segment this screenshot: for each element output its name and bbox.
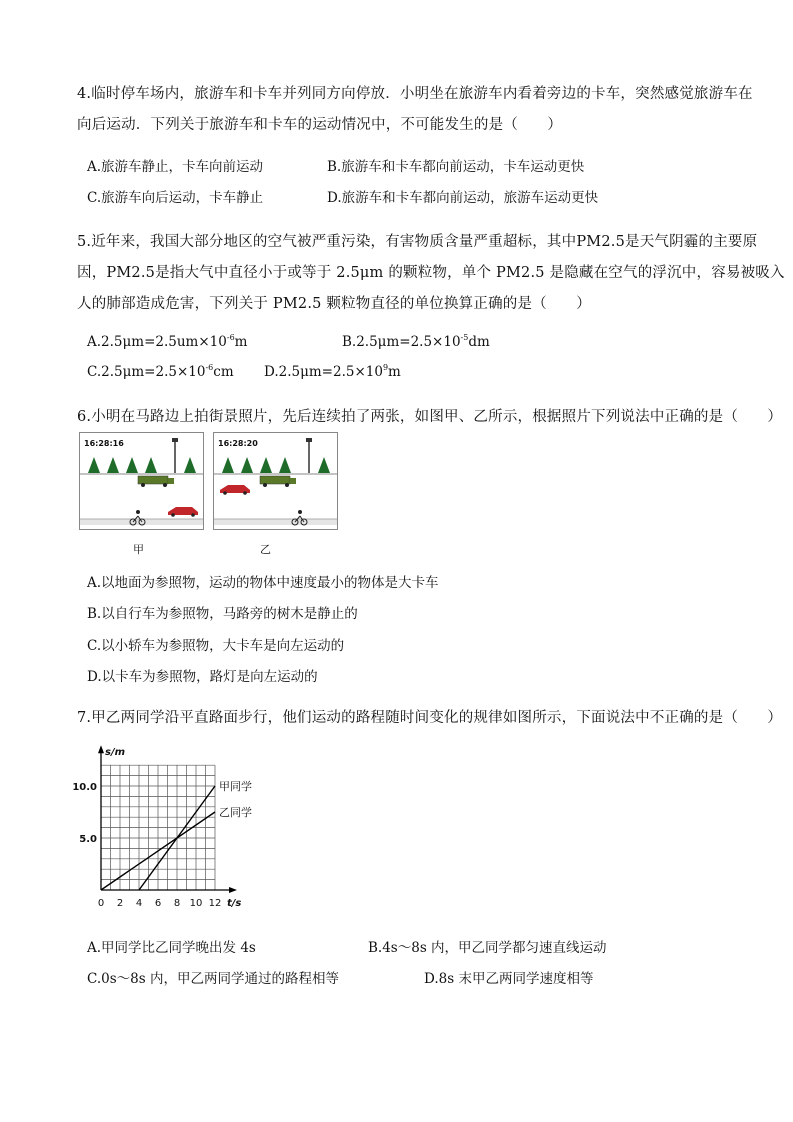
x-axis-label: t/s xyxy=(227,898,242,909)
q4-option-b: B.旅游车和卡车都向前运动，卡车运动更快 xyxy=(327,159,585,175)
street-scene-jia xyxy=(80,433,203,529)
photo-caption-jia: 甲 xyxy=(133,543,144,556)
q5-stem-line2: 因，PM2.5是指大气中直径小于或等于 2.5μm 的颗粒物，单个 PM2.5 是隐藏在空气的浮沉中，容易被吸入 xyxy=(77,265,785,281)
q4-option-a: A.旅游车静止，卡车向前运动 xyxy=(87,159,264,175)
q4-stem-line2: 向后运动．下列关于旅游车和卡车的运动情况中，不可能发生的是（ ） xyxy=(77,117,563,133)
photo-caption-yi: 乙 xyxy=(260,543,271,556)
x-tick-label: 8 xyxy=(173,898,181,909)
photo-timestamp: 16:28:16 xyxy=(84,439,124,448)
q5-option-b: $B.2.5\mu m=2.5\times 10^{-5}dm$ xyxy=(342,333,490,350)
q7-option-d: D.8s 末甲乙两同学速度相等 xyxy=(424,971,594,987)
y-axis-arrow xyxy=(98,745,104,753)
q6-option-c: C.以小轿车为参照物，大卡车是向左运动的 xyxy=(87,638,345,654)
street-photo-yi xyxy=(213,432,338,530)
x-tick-label: 6 xyxy=(154,898,162,909)
chart-grid xyxy=(101,765,215,890)
x-tick-label: 2 xyxy=(116,898,124,909)
series-label: 乙同学 xyxy=(219,806,252,819)
y-axis-label: s/m xyxy=(105,747,126,759)
q7-option-b: B.4s～8s 内，甲乙同学都匀速直线运动 xyxy=(368,940,607,956)
photo-timestamp: 16:28:20 xyxy=(218,439,258,448)
x-tick-label: 4 xyxy=(135,898,143,909)
chart-labels xyxy=(72,747,252,909)
x-tick-label: 12 xyxy=(208,898,222,909)
q7-option-a: A.甲同学比乙同学晚出发 4s xyxy=(87,940,256,956)
q4-option-d: D.旅游车和卡车都向前运动，旅游车运动更快 xyxy=(327,190,599,206)
series-label: 甲同学 xyxy=(219,780,252,793)
y-tick-label: 5.0 xyxy=(79,834,97,845)
q5-option-a: $A.2.5\mu m=2.5um\times 10^{-6}m$ xyxy=(87,333,248,350)
q7-stem: 7.甲乙两同学沿平直路面步行，他们运动的路程随时间变化的规律如图所示，下面说法中不正确的是（ ） xyxy=(77,710,783,726)
q5-stem-line3: 人的肺部造成危害，下列关于 PM2.5 颗粒物直径的单位换算正确的是（ ） xyxy=(77,296,591,312)
q6-option-a: A.以地面为参照物，运动的物体中速度最小的物体是大卡车 xyxy=(87,575,439,591)
q4-option-c: C.旅游车向后运动，卡车静止 xyxy=(87,190,264,206)
street-scene-yi xyxy=(214,433,337,529)
q6-option-d: D.以卡车为参照物，路灯是向左运动的 xyxy=(87,669,318,685)
q5-option-d: $D.2.5\mu m=2.5\times 10^9m$ xyxy=(264,363,401,380)
street-photo-jia xyxy=(79,432,204,530)
x-tick-label: 10 xyxy=(189,898,203,909)
q6-option-b: B.以自行车为参照物，马路旁的树木是静止的 xyxy=(87,606,358,622)
q6-stem: 6.小明在马路边上拍街景照片，先后连续拍了两张，如图甲、乙所示，根据照片下列说法中正确的是（ ） xyxy=(77,409,783,425)
q7-option-c: C.0s～8s 内，甲乙两同学通过的路程相等 xyxy=(87,971,339,987)
x-axis-arrow xyxy=(229,887,237,893)
q5-stem-line1: 5.近年来，我国大部分地区的空气被严重污染，有害物质含量严重超标，其中PM2.5是天气阴霾的主要原 xyxy=(77,234,758,250)
y-tick-label: 10.0 xyxy=(72,782,97,793)
q5-option-c: $C.2.5\mu m=2.5\times 10^{-6}cm$ xyxy=(87,363,234,380)
q4-stem-line1: 4.临时停车场内，旅游车和卡车并列同方向停放．小明坐在旅游车内看着旁边的卡车，突然感觉旅游车在 xyxy=(77,86,753,102)
distance-time-chart xyxy=(70,736,300,916)
x-tick-label: 0 xyxy=(97,898,105,909)
